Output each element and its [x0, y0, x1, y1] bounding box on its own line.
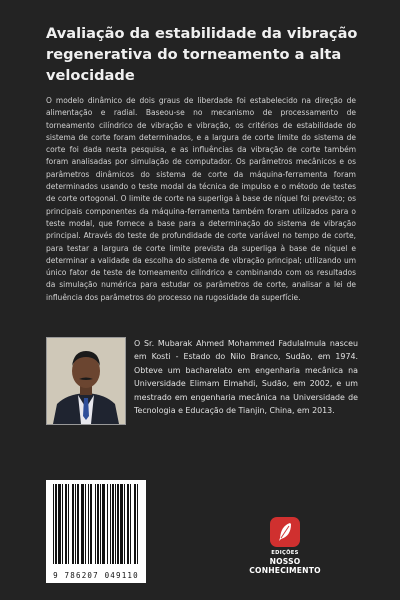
isbn-barcode	[46, 480, 146, 583]
feather-quill-icon	[270, 517, 300, 547]
author-bio: O Sr. Mubarak Ahmed Mohammed Fadulalmula nasceu em Kosti - Estado do Nilo Branco, Sudão, em 1974. Obteve um bacharelato em engenharia mecânica na Universidade Elimam Elmahdi, Sudão, em 2002, e um mestrado em engenharia mecânica na Universidade de Tecnologia e Educação de Tianjin, China, em 2013.	[134, 339, 358, 416]
author-portrait-icon	[47, 338, 125, 424]
publisher-name: NOSSO CONHECIMENTO	[249, 557, 321, 575]
publisher-label-top: EDIÇÕES	[271, 550, 299, 556]
author-photo	[46, 337, 126, 425]
barcode-bars	[50, 484, 142, 564]
publisher-logo	[270, 517, 300, 547]
isbn-number: 9 786207 049110	[53, 571, 139, 580]
abstract-text: O modelo dinâmico de dois graus de liberdade foi estabelecido na direção de alimentação e radial. Baseou-se no mecanismo de processamento de torneamento cilíndrico de vibração e vibração, os critérios de estabilidade do sistema de corte foram determinados, e a largura de corte limite do sistema de corte foi dada nesta pesquisa, e as influências da vibração de corte também foram analisadas por simulação de computador. Os parâmetros mecânicos e os parâmetros dinâmicos do sistema de corte da máquina-ferramenta foram determinados usando o teste modal da técnica de impulso e o método de testes de corte ortogonal. O limite de corte na superliga à base de níquel foi previsto; os principais componentes da máquina-ferramenta também foram utilizados para o teste modal, que fornece a base para a determinação do sistema de vibração principal. Através do teste de profundidade de corte variável no tempo de corte, para testar a largura de corte limite prevista da superliga à base de níquel e determinar a validade da escolha do sistema de vibração principal; utilizando um único fator de teste de torneamento cilíndrico e combinando com os resultados da simulação numérica para estudar os parâmetros de corte, analisar a lei de influência dos parâmetros do processo na rugosidade da superfície.	[46, 96, 356, 302]
book-title: Avaliação da estabilidade da vibração regenerativa do torneamento a alta velocidade	[46, 25, 358, 84]
